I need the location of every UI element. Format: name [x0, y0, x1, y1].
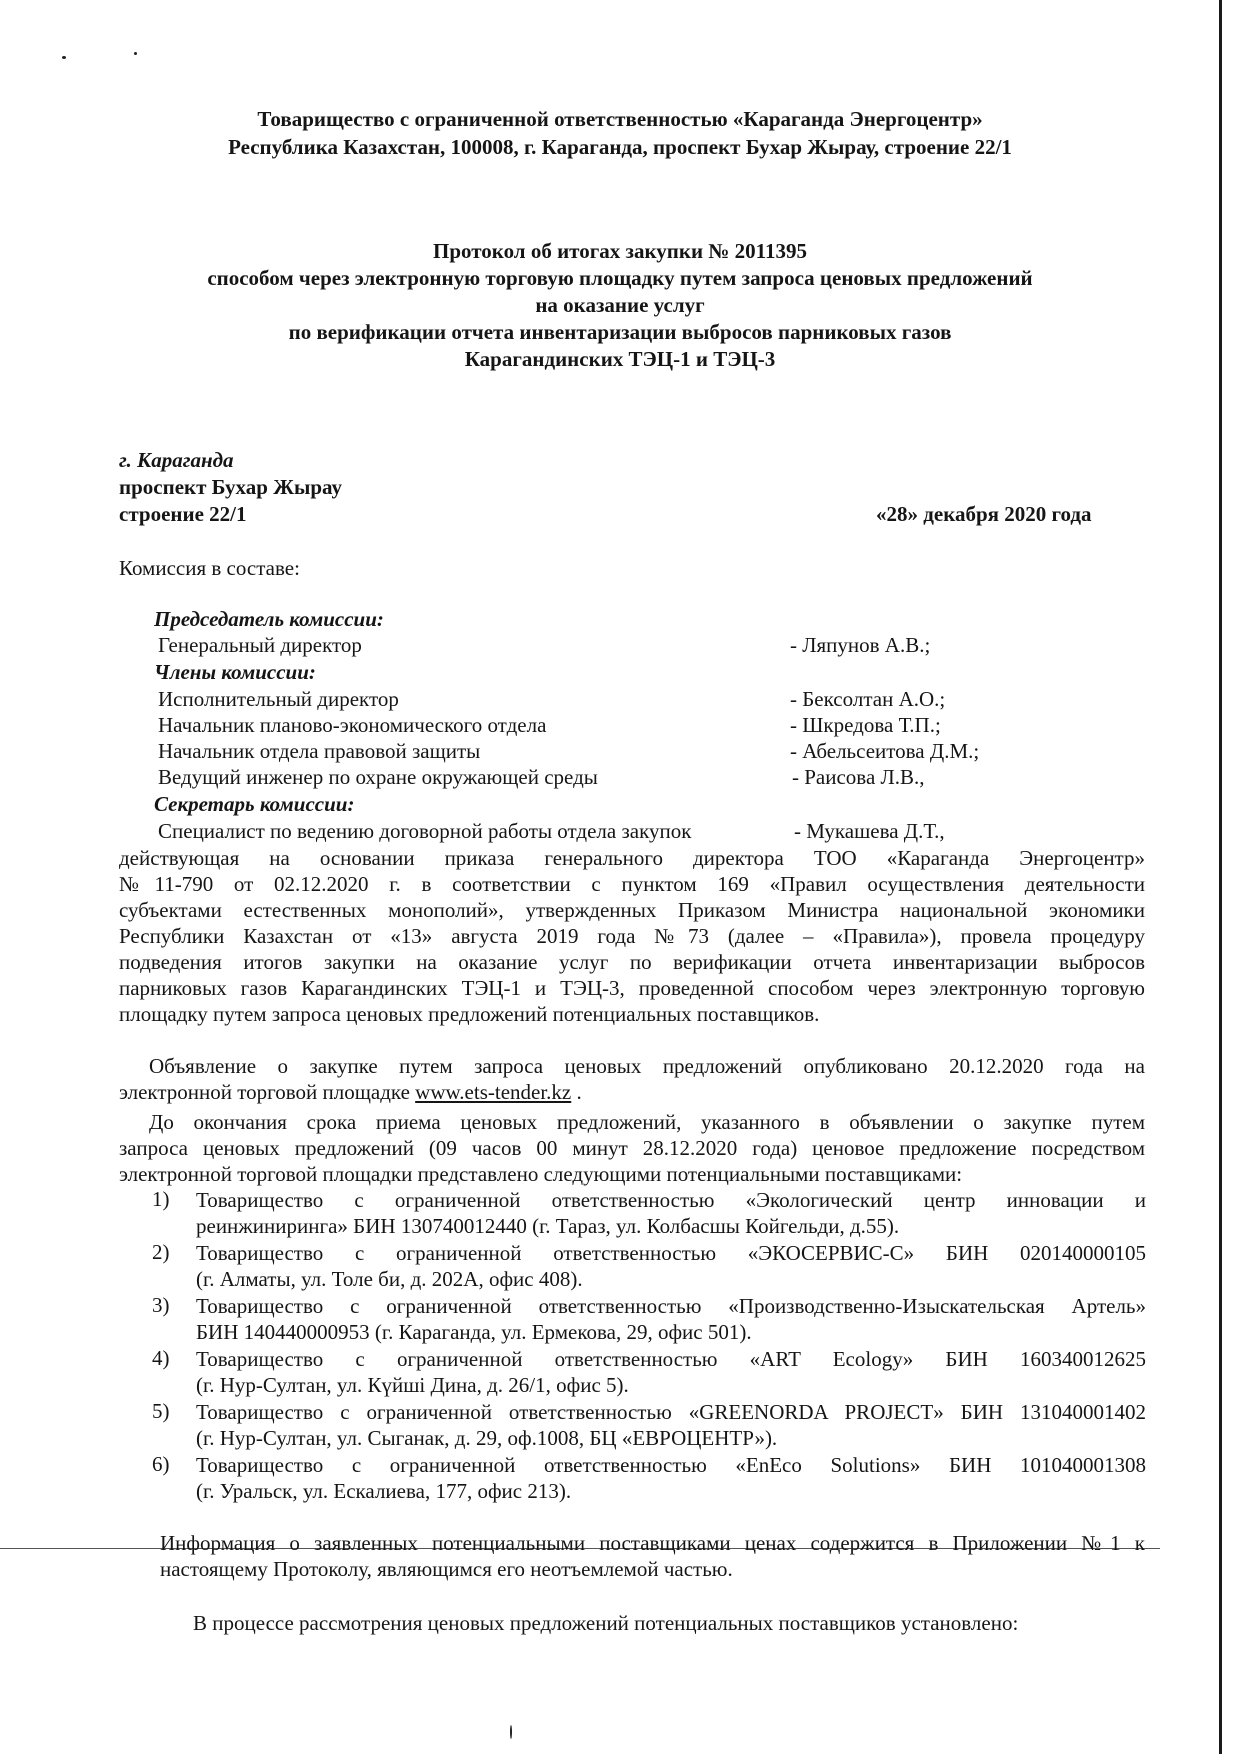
supplier-line: Товарищество с ограниченной ответственностью «ART Ecology» БИН 160340012625: [196, 1347, 1146, 1371]
member-name: - Абельсеитова Д.М.;: [790, 739, 980, 763]
review-intro: В процессе рассмотрения ценовых предложений потенциальных поставщиков установлено:: [193, 1611, 1019, 1635]
para-line: парниковых газов Карагандинских ТЭЦ-1 и ТЭЦ-3, проведенной способом через электронную торговую: [119, 976, 1145, 1000]
member-name: - Раисова Л.В.,: [792, 765, 925, 789]
member-role: Начальник планово-экономического отдела: [158, 713, 547, 737]
supplier-line: Товарищество с ограниченной ответственностью «EnEco Solutions» БИН 101040001308: [196, 1453, 1146, 1477]
announcement-end: .: [571, 1080, 582, 1104]
para-line: субъектами естественных монополий», утвержденных Приказом Министра национальной экономики: [119, 898, 1145, 922]
announcement-text: электронной торговой площадке: [119, 1080, 416, 1104]
scan-speck: [62, 56, 66, 59]
member-role: Начальник отдела правовой защиты: [158, 739, 481, 763]
scan-speck: [134, 52, 137, 55]
list-item-number: 2): [152, 1240, 170, 1264]
protocol-date: «28» декабря 2020 года: [876, 502, 1092, 526]
announcement-line: Объявление о закупке путем запроса ценовых предложений опубликовано 20.12.2020 года на: [149, 1054, 1145, 1078]
secretary-name: - Мукашева Д.Т.,: [794, 819, 945, 843]
supplier-line: реинжиниринга» БИН 130740012440 (г. Тараз, ул. Колбасшы Койгельди, д.55).: [196, 1214, 900, 1238]
secretary-role: Специалист по ведению договорной работы отдела закупок: [158, 819, 692, 843]
announcement-line-2: [119, 1079, 582, 1106]
organization-address: Республика Казахстан, 100008, г. Караганда, проспект Бухар Жырау, строение 22/1: [228, 135, 1012, 159]
para-line: Республики Казахстан от «13» августа 2019 года №73 (далее – «Правила»), провела процедуру: [119, 924, 1145, 948]
list-item-number: 6): [152, 1452, 170, 1476]
price-info-line: Информация о заявленных потенциальными поставщиками ценах содержится в Приложении №1 к: [160, 1531, 1145, 1555]
scan-speck: [510, 1725, 512, 1739]
supplier-line: (г. Алматы, ул. Толе би, д. 202А, офис 408).: [196, 1267, 583, 1291]
list-item-number: 3): [152, 1293, 170, 1317]
para-line: подведения итогов закупки на оказание услуг по верификации отчета инвентаризации выбросов: [119, 950, 1145, 974]
member-name: - Бексолтан А.О.;: [790, 687, 946, 711]
supplier-line: Товарищество с ограниченной ответственностью «GREENORDA PROJECT» БИН 131040001402: [196, 1400, 1146, 1424]
place-city: г. Караганда: [119, 448, 234, 472]
supplier-line: Товарищество с ограниченной ответственностью «Экологический центр инновации и: [196, 1188, 1146, 1212]
member-role: Исполнительный директор: [158, 687, 399, 711]
protocol-title-plants: Карагандинских ТЭЦ-1 и ТЭЦ-3: [464, 347, 776, 371]
ets-tender-link[interactable]: www.ets-tender.kz: [415, 1080, 572, 1104]
price-info-line-2: настоящему Протоколу, являющимся его неотъемлемой частью.: [160, 1557, 733, 1581]
supplier-line: Товарищество с ограниченной ответственностью «ЭКОСЕРВИС-С» БИН 020140000105: [196, 1241, 1146, 1265]
para-line: действующая на основании приказа генерального директора ТОО «Караганда Энергоцентр»: [119, 846, 1145, 870]
secretary-heading: Секретарь комиссии:: [154, 792, 355, 816]
member-role: Ведущий инженер по охране окружающей среды: [158, 765, 598, 789]
chair-heading: Председатель комиссии:: [154, 607, 384, 631]
chair-name: - Ляпунов А.В.;: [790, 633, 931, 657]
protocol-title-subject: на оказание услуг: [535, 293, 705, 317]
supplier-line: Товарищество с ограниченной ответственностью «Производственно-Изыскательская Артель»: [196, 1294, 1146, 1318]
list-item-number: 4): [152, 1346, 170, 1370]
chair-role: Генеральный директор: [158, 633, 362, 657]
list-item-number: 5): [152, 1399, 170, 1423]
place-street: проспект Бухар Жырау: [119, 475, 342, 499]
para-line: №11-790 от 02.12.2020 г. в соответствии с пунктом 169 «Правил осуществления деятельности: [119, 872, 1145, 896]
deadline-line-last: электронной торговой площадки представлено следующими потенциальными поставщиками:: [119, 1162, 963, 1186]
supplier-line: БИН 140440000953 (г. Караганда, ул. Ермекова, 29, офис 501).: [196, 1320, 752, 1344]
protocol-title-service: по верификации отчета инвентаризации выбросов парниковых газов: [288, 320, 952, 344]
commission-intro: Комиссия в составе:: [119, 556, 300, 580]
members-heading: Члены комиссии:: [154, 660, 316, 684]
list-item-number: 1): [152, 1187, 170, 1211]
supplier-line: (г. Нур-Султан, ул. Күйші Дина, д. 26/1, офис 5).: [196, 1373, 629, 1397]
para-line-last: площадку путем запроса ценовых предложений потенциальных поставщиков.: [119, 1002, 820, 1026]
supplier-line: (г. Уральск, ул. Ескалиева, 177, офис 213).: [196, 1479, 572, 1503]
organization-name: Товарищество с ограниченной ответственностью «Караганда Энергоцентр»: [257, 107, 983, 131]
member-name: - Шкредова Т.П.;: [790, 713, 941, 737]
protocol-title: Протокол об итогах закупки № 2011395: [432, 239, 807, 263]
deadline-line: запроса ценовых предложений (09 часов 00 минут 28.12.2020 года) ценовое предложение посредством: [119, 1136, 1145, 1160]
deadline-line: До окончания срока приема ценовых предложений, указанного в объявлении о закупке путем: [149, 1110, 1145, 1134]
protocol-title-method: способом через электронную торговую площадку путем запроса ценовых предложений: [207, 266, 1033, 290]
supplier-line: (г. Нур-Султан, ул. Сыганак, д. 29, оф.1008, БЦ «ЕВРОЦЕНТР»).: [196, 1426, 778, 1450]
place-building: строение 22/1: [119, 502, 247, 526]
